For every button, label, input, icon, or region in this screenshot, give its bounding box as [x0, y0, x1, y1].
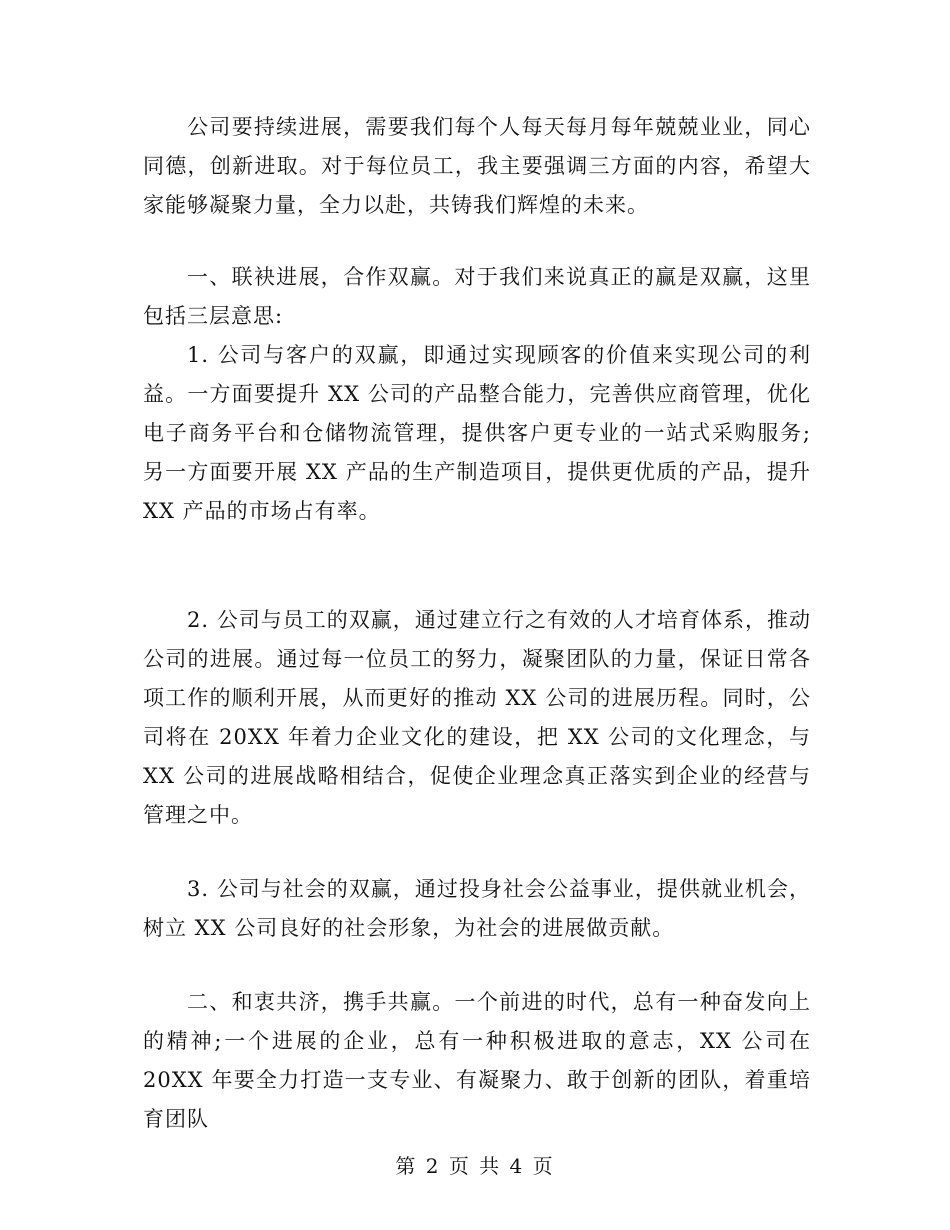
paragraph-section-one: [143, 258, 811, 336]
paragraph-item-2: [143, 601, 811, 835]
paragraph-text: 2. 公司与员工的双赢，通过建立行之有效的人才培育体系，推动公司的进展。通过每一位员工的努力，凝聚团队的力量，保证日常各项工作的顺利开展，从而更好的推动 XX 公司的进展历程。同时，公司将在 20XX 年着力企业文化的建设，把 XX 公司的文化理念，与 XX 公司的进展战略相结合，促使企业理念真正落实到企业的经营与管理之中。: [143, 608, 811, 827]
paragraph-text: 二、和衷共济，携手共赢。一个前进的时代，总有一种奋发向上的精神;一个进展的企业，总有一种积极进取的意志，XX 公司在 20XX 年要全力打造一支专业、有凝聚力、敢于创新的团队，着重培育团队: [143, 990, 811, 1131]
paragraph-text: 3. 公司与社会的双赢，通过投身社会公益事业，提供就业机会，树立 XX 公司良好的社会形象，为社会的进展做贡献。: [143, 877, 811, 940]
paragraph-intro: [143, 108, 811, 225]
page-footer: 第 2 页 共 4 页: [395, 1154, 555, 1178]
paragraph-text: 一、联袂进展，合作双赢。对于我们来说真正的赢是双赢，这里包括三层意思:: [143, 265, 811, 328]
paragraph-text: 1. 公司与客户的双赢，即通过实现顾客的价值来实现公司的利益。一方面要提升 XX 公司的产品整合能力，完善供应商管理，优化电子商务平台和仓储物流管理，提供客户更专业的一站式采购服务;另一方面要开展 XX 产品的生产制造项目，提供更优质的产品，提升 XX 产品的市场占有率。: [143, 343, 811, 523]
paragraph-item-1: [143, 336, 811, 531]
paragraph-section-two: [143, 983, 811, 1139]
paragraph-item-3: [143, 870, 811, 948]
paragraph-text: 公司要持续进展，需要我们每个人每天每月每年兢兢业业，同心同德，创新进取。对于每位员工，我主要强调三方面的内容，希望大家能够凝聚力量，全力以赴，共铸我们辉煌的未来。: [143, 115, 811, 217]
